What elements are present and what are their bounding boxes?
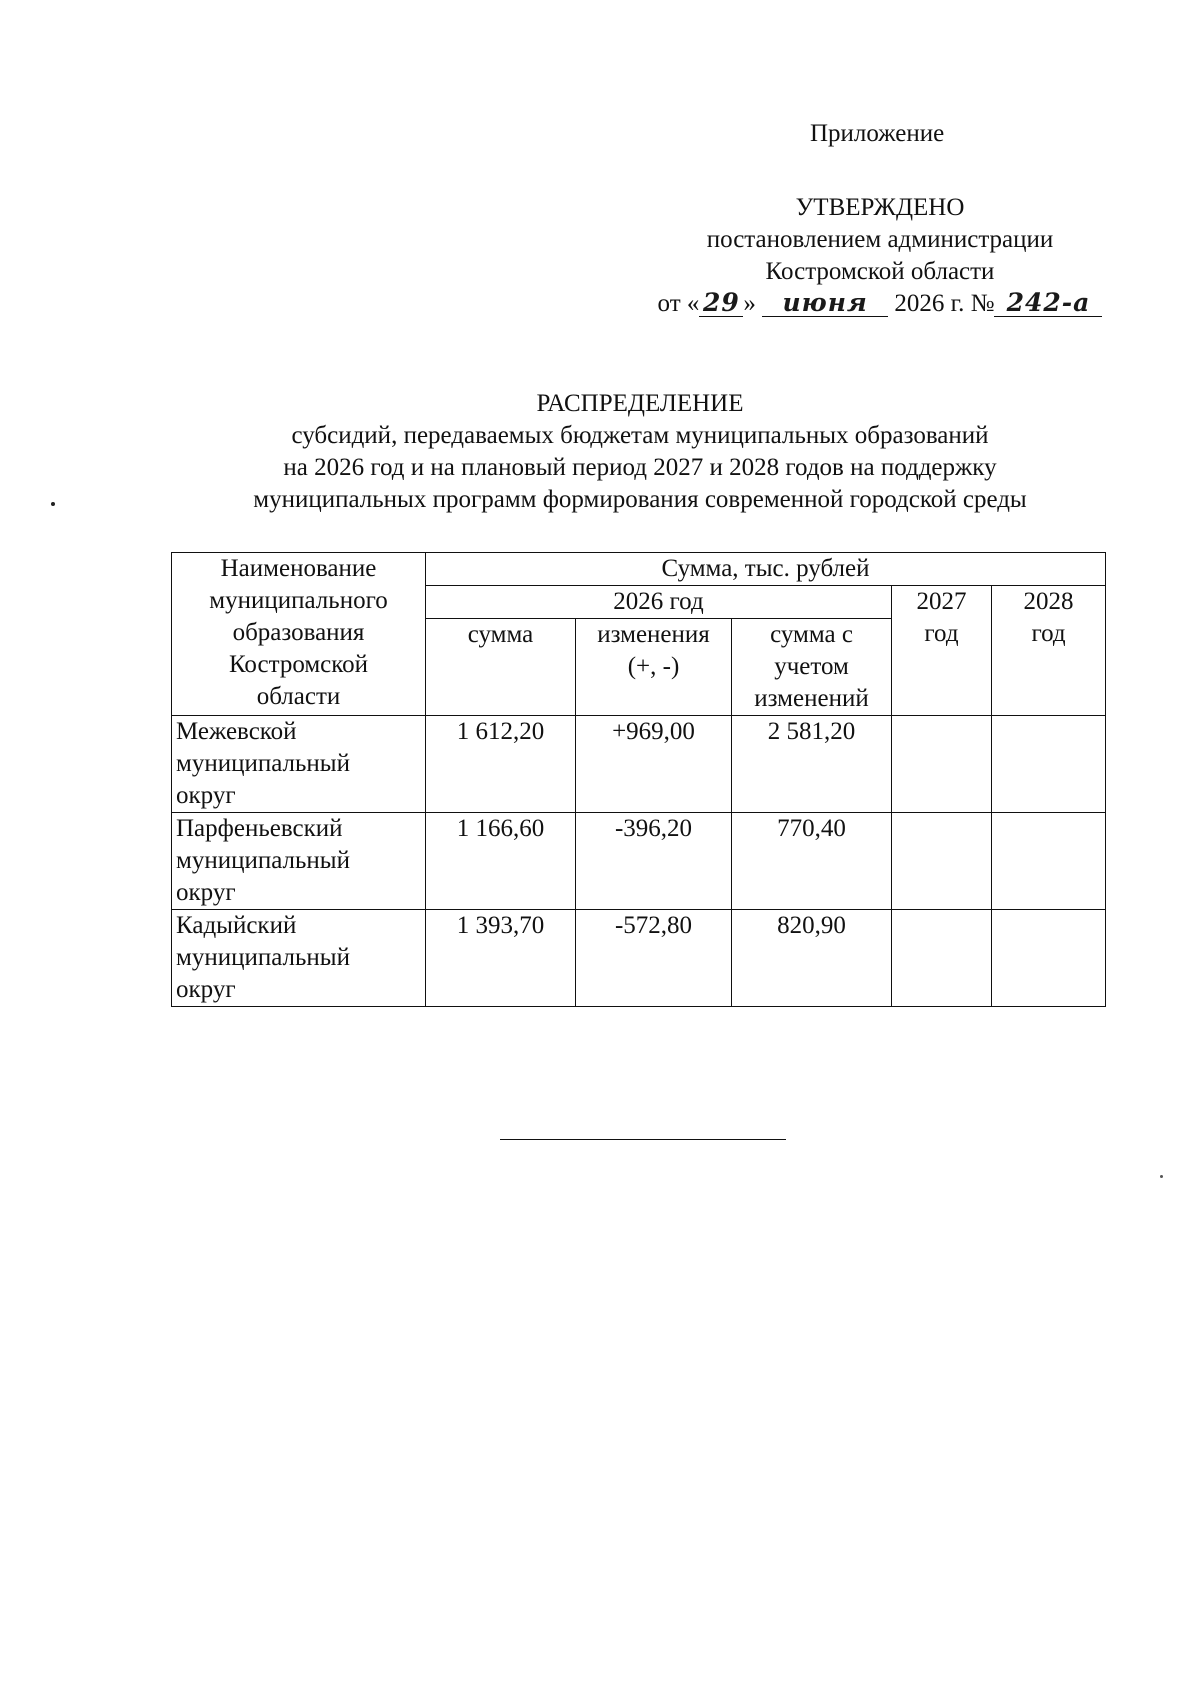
document-end-line [500,1139,786,1140]
approval-line-2: Костромской области [765,258,995,285]
header-line: учетом [774,653,849,680]
municipality-name-cell [172,813,426,910]
name-line: муниципальный [176,944,350,971]
year-2027-cell [892,910,992,1007]
approved-word: УТВЕРЖДЕНО [795,194,965,221]
header-year-2028 [992,586,1106,716]
header-line: муниципального [209,587,388,614]
year-2028-cell [992,910,1106,1007]
date-prefix: от « [657,290,700,317]
header-municipality-name [172,553,426,716]
name-line: Парфеньевский [176,815,343,842]
name-line: округ [176,976,236,1003]
year-2027-cell [892,716,992,813]
name-line: муниципальный [176,750,350,777]
municipality-name-cell [172,910,426,1007]
header-line: области [256,683,341,710]
year-2027-cell [892,813,992,910]
scan-speck [51,502,55,506]
header-line: изменения [597,621,710,648]
name-line: округ [176,879,236,906]
municipality-name-cell [172,716,426,813]
title-line-2: на 2026 год и на плановый период 2027 и 2028 годов на поддержку [283,454,997,481]
change-cell: -396,20 [576,813,732,910]
header-year-2026: 2026 год [426,586,892,619]
approval-date-line [640,288,1120,320]
sum-with-changes-cell: 2 581,20 [732,716,892,813]
header-sum: сумма [426,619,576,716]
header-sum-group: Сумма, тыс. рублей [426,553,1106,586]
header-sum-with-changes [732,619,892,716]
sum-cell: 1 393,70 [426,910,576,1007]
sum-with-changes-cell: 820,90 [732,910,892,1007]
handwritten-day: 29 [699,290,743,317]
year-text: 2026 г. № [894,290,995,317]
scan-speck [1160,1175,1163,1178]
document-title-block [160,388,1120,516]
header-line: Наименование [220,555,377,582]
header-line: 2028 [1023,588,1074,615]
handwritten-number: 242-а [994,290,1102,317]
title-line-1: субсидий, передаваемых бюджетам муниципальных образований [291,422,989,449]
header-line: (+, -) [627,653,680,680]
header-line: изменений [754,685,869,712]
header-line: сумма с [770,621,853,648]
title-line-3: муниципальных программ формирования современной городской среды [253,486,1027,513]
subsidy-distribution-table [171,552,1106,1007]
name-line: округ [176,782,236,809]
name-line: Межевской [176,718,297,745]
date-quote-close: » [743,290,756,317]
year-2028-cell [992,813,1106,910]
change-cell: -572,80 [576,910,732,1007]
header-line: 2027 [916,588,967,615]
sum-with-changes-cell: 770,40 [732,813,892,910]
document-heading: РАСПРЕДЕЛЕНИЕ [536,390,744,417]
header-year-2027 [892,586,992,716]
header-line: Костромской [228,651,369,678]
sum-cell: 1 612,20 [426,716,576,813]
year-2028-cell [992,716,1106,813]
header-changes [576,619,732,716]
header-line: год [1031,620,1066,647]
change-cell: +969,00 [576,716,732,813]
header-line: год [924,620,959,647]
sum-cell: 1 166,60 [426,813,576,910]
name-line: муниципальный [176,847,350,874]
appendix-label: Приложение [810,120,945,147]
name-line: Кадыйский [176,912,297,939]
table-row [172,910,1106,1007]
header-line: образования [232,619,365,646]
table-row [172,813,1106,910]
table-header-row [172,553,1106,586]
approval-block [640,192,1120,320]
handwritten-month: июня [762,290,888,317]
table-row [172,716,1106,813]
approval-line-1: постановлением администрации [706,226,1054,253]
